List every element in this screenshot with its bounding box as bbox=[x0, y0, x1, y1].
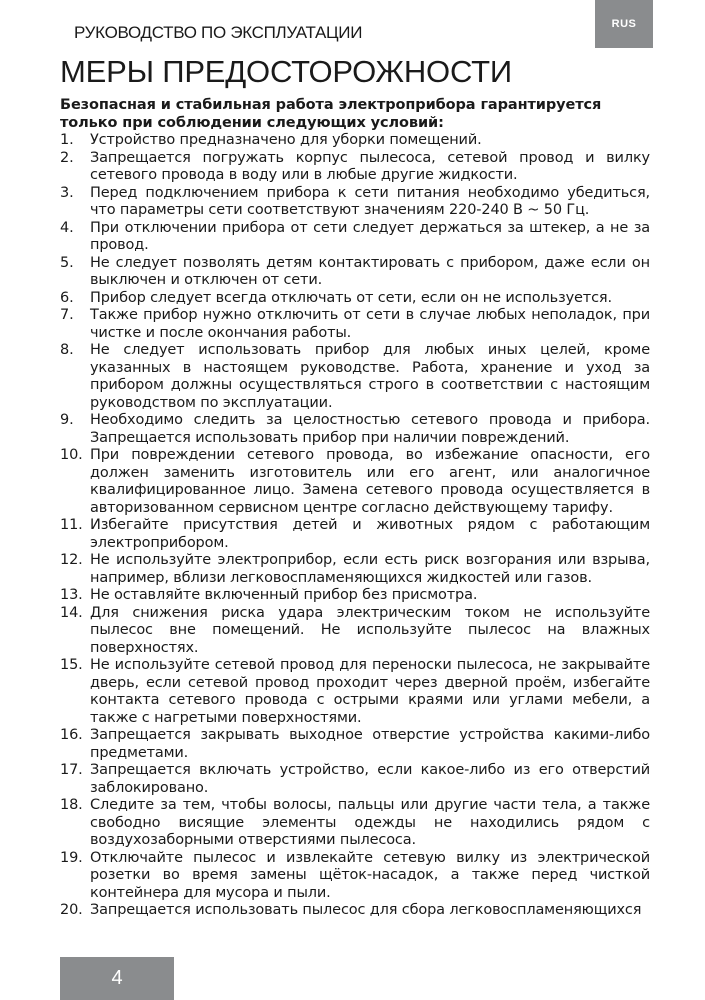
rule-text: Устройство предназначено для уборки помещений. bbox=[90, 132, 482, 148]
rule-number: 2. bbox=[60, 149, 74, 166]
rule-text: Для снижения риска удара электрическим током не используйте пылесос вне помещений. Не используйте пылесос на влажных поверхностях. bbox=[90, 604, 650, 656]
rule-text: Запрещается закрывать выходное отверстие устройства какими-либо предметами. bbox=[90, 727, 650, 761]
rule-number: 11. bbox=[60, 517, 83, 533]
safety-rule-item bbox=[60, 850, 650, 903]
intro-paragraph: Безопасная и стабильная работа электроприбора гарантируется только при соблюдении следующих условий: bbox=[60, 97, 602, 131]
safety-rule-item bbox=[60, 342, 650, 412]
rule-text: Не используйте сетевой провод для переноски пылесоса, не закрывайте дверь, если сетевой провод проходит через дверной проём, избегайте контакта сетевого провода с острыми краями или углами мебели, а также с нагретыми поверхностями. bbox=[90, 657, 650, 726]
safety-rule-item bbox=[60, 587, 650, 605]
rule-text: При отключении прибора от сети следует держаться за штекер, а не за провод. bbox=[90, 219, 650, 253]
safety-rule-item bbox=[60, 150, 650, 185]
rule-text: Избегайте присутствия детей и животных рядом с работающим электроприбором. bbox=[90, 517, 650, 551]
rule-text: Необходимо следить за целостностью сетевого провода и прибора. Запрещается использовать прибор при наличии повреждений. bbox=[90, 412, 650, 446]
page-number: 4 bbox=[60, 957, 174, 1000]
rule-text: Прибор следует всегда отключать от сети, если он не используется. bbox=[90, 289, 612, 306]
rule-text: Не оставляйте включенный прибор без присмотра. bbox=[90, 587, 478, 603]
rule-number: 13. bbox=[60, 587, 83, 603]
rule-text: Не следует использовать прибор для любых иных целей, кроме указанных в настоящем руководстве. Работа, хранение и уход за прибором должны осуществляться строго в соответствии с настоящим руководством по эксплуатации. bbox=[90, 342, 650, 411]
language-tab: RUS bbox=[595, 0, 653, 48]
safety-rule-item bbox=[60, 447, 650, 517]
rule-number: 6. bbox=[60, 289, 74, 306]
rule-text: Запрещается включать устройство, если какое-либо из его отверстий заблокировано. bbox=[90, 762, 650, 796]
safety-rule-item bbox=[60, 762, 650, 797]
safety-rule-item bbox=[60, 902, 650, 920]
rule-number: 12. bbox=[60, 552, 83, 568]
rule-text: Отключайте пылесос и извлекайте сетевую вилку из электрической розетки во время замены щёток-насадок, а также перед чисткой контейнера для мусора и пыли. bbox=[90, 849, 650, 901]
page-title: МЕРЫ ПРЕДОСТОРОЖНОСТИ bbox=[60, 54, 512, 89]
safety-rule-item bbox=[60, 185, 650, 220]
rule-number: 4. bbox=[60, 219, 74, 236]
rule-text: Перед подключением прибора к сети питания необходимо убедиться, что параметры сети соответствуют значениям 220-240 В ~ 50 Гц. bbox=[90, 184, 650, 218]
rule-number: 17. bbox=[60, 762, 83, 778]
safety-rule-item bbox=[60, 220, 650, 255]
safety-rule-item bbox=[60, 517, 650, 552]
rule-number: 18. bbox=[60, 797, 83, 813]
rule-number: 7. bbox=[60, 307, 74, 323]
rule-text: Следите за тем, чтобы волосы, пальцы или другие части тела, а также свободно висящие элементы одежды не находились рядом с воздухозаборными отверстиями пылесоса. bbox=[90, 797, 650, 848]
safety-rule-item bbox=[60, 552, 650, 587]
rule-number: 3. bbox=[60, 184, 74, 201]
rule-number: 9. bbox=[60, 412, 74, 428]
rule-text: При повреждении сетевого провода, во избежание опасности, его должен заменить изготовитель или его агент, или аналогичное квалифицированное лицо. Замена сетевого провода осуществляется в авторизованном сервисном центре согласно действующему тарифу. bbox=[90, 447, 650, 516]
safety-rule-item bbox=[60, 255, 650, 290]
safety-rules-list bbox=[60, 132, 650, 920]
rule-text: Также прибор нужно отключить от сети в случае любых неполадок, при чистке и после окончания работы. bbox=[90, 307, 650, 341]
safety-rule-item bbox=[60, 727, 650, 762]
safety-rule-item bbox=[60, 605, 650, 658]
rule-number: 1. bbox=[60, 132, 74, 148]
rule-text: Запрещается использовать пылесос для сбора легковоспламеняющихся bbox=[90, 902, 642, 918]
safety-rule-item bbox=[60, 307, 650, 342]
safety-rule-item bbox=[60, 657, 650, 727]
rule-text: Не используйте электроприбор, если есть риск возгорания или взрыва, например, вблизи легковоспламеняющихся жидкостей или газов. bbox=[90, 552, 650, 586]
safety-rule-item bbox=[60, 132, 650, 150]
running-header-title: РУКОВОДСТВО ПО ЭКСПЛУАТАЦИИ bbox=[74, 23, 363, 42]
rule-number: 20. bbox=[60, 902, 83, 918]
rule-number: 19. bbox=[60, 849, 83, 866]
safety-rule-item bbox=[60, 412, 650, 447]
safety-content bbox=[60, 97, 650, 920]
safety-rule-item bbox=[60, 290, 650, 308]
rule-text: Запрещается погружать корпус пылесоса, сетевой провод и вилку сетевого провода в воду или в любые другие жидкости. bbox=[90, 149, 650, 183]
rule-number: 15. bbox=[60, 657, 83, 673]
safety-rule-item bbox=[60, 797, 650, 850]
rule-number: 14. bbox=[60, 604, 83, 621]
rule-number: 8. bbox=[60, 342, 74, 358]
rule-number: 5. bbox=[60, 254, 74, 271]
rule-number: 10. bbox=[60, 447, 83, 463]
rule-number: 16. bbox=[60, 727, 83, 743]
rule-text: Не следует позволять детям контактировать с прибором, даже если он выключен и отключен от сети. bbox=[90, 254, 650, 288]
